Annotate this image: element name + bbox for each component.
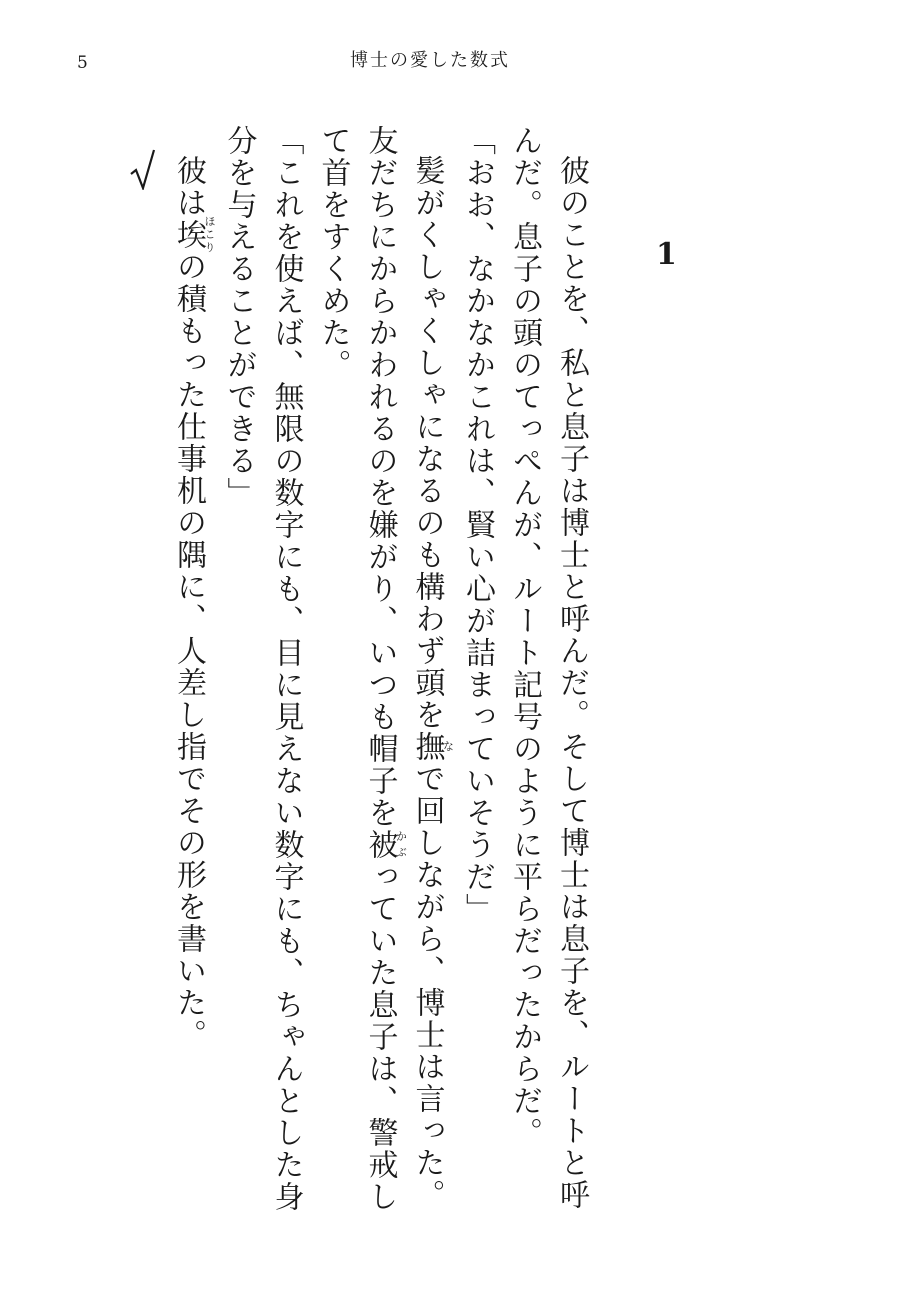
ruby-base: 埃 [171,215,206,255]
ruby-reading: ほこり [203,215,216,255]
page-number: 5 [77,53,88,73]
text-run: 髪がくしゃくしゃになるのも構わず頭を [409,155,445,731]
ruby-word [171,215,216,255]
ruby-reading: かぶ [394,829,408,861]
paragraph-1: 彼のことを、私と息子は博士と呼んだ。そして博士は息子を、ルートと呼んだ。息子の頭のてっぺんが、ルート記号のように平らだったからだ。 [507,125,589,1211]
paragraph-3 [310,125,455,1215]
text-run: っていた息子は、警戒して首をすくめた。 [315,125,398,1213]
chapter-number: 1 [656,237,677,272]
ruby-word [409,731,455,763]
text-run: で回しながら、博士は言った。友だちにからかわれるのを嫌がり、いつも帽子を [362,125,445,1211]
text-run: の積もった仕事机の隅に、人差し指でその形を書いた。 [171,251,206,1051]
ruby-word [362,829,408,861]
square-root-symbol-icon [130,148,156,190]
running-head: 博士の愛した数式 [350,50,510,71]
ruby-base: 撫 [409,731,445,763]
body-text [171,125,595,1215]
text-run: 彼は [171,155,206,219]
ruby-reading: な [441,731,455,763]
paragraph-4-dialogue: 「これを使えば、無限の数字にも、目に見えない数字にも、ちゃんとした身分を与えることができる」 [221,125,304,1213]
ruby-base: 被 [362,829,398,861]
paragraph-5 [165,125,216,1215]
paragraph-2-dialogue: 「おお、なかなかこれは、賢い心が詰まっていそうだ」 [460,125,495,925]
